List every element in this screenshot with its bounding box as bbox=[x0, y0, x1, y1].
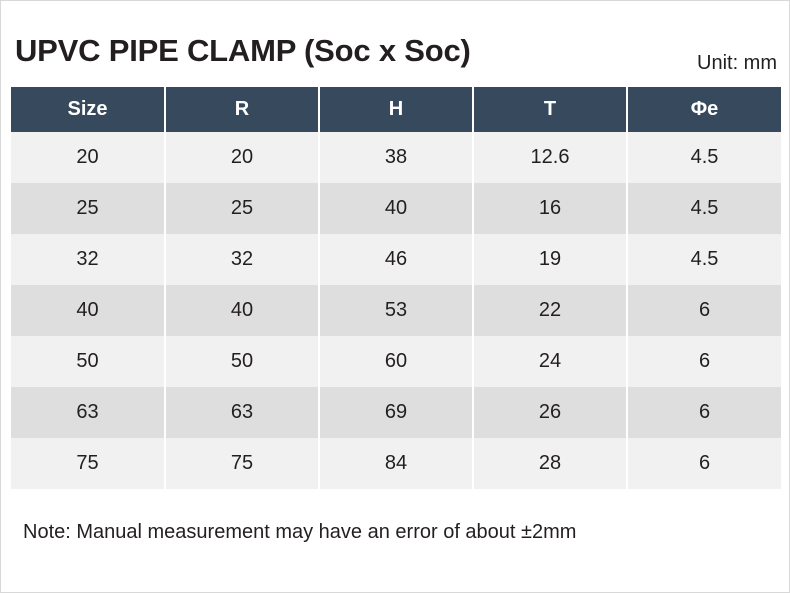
cell-phi-e: 6 bbox=[627, 285, 781, 336]
cell-h: 46 bbox=[319, 234, 473, 285]
cell-phi-e: 6 bbox=[627, 387, 781, 438]
unit-label: Unit: mm bbox=[697, 52, 777, 74]
table-row bbox=[11, 285, 781, 336]
cell-phi-e: 6 bbox=[627, 438, 781, 489]
cell-phi-e: 6 bbox=[627, 336, 781, 387]
cell-h: 84 bbox=[319, 438, 473, 489]
table-row bbox=[11, 234, 781, 285]
cell-r: 40 bbox=[165, 285, 319, 336]
cell-t: 16 bbox=[473, 183, 627, 234]
column-header-t: T bbox=[473, 87, 627, 132]
cell-size: 25 bbox=[11, 183, 165, 234]
cell-h: 38 bbox=[319, 132, 473, 183]
cell-r: 20 bbox=[165, 132, 319, 183]
table-row bbox=[11, 183, 781, 234]
cell-size: 20 bbox=[11, 132, 165, 183]
cell-phi-e: 4.5 bbox=[627, 132, 781, 183]
cell-size: 63 bbox=[11, 387, 165, 438]
table-body bbox=[11, 132, 781, 489]
cell-t: 12.6 bbox=[473, 132, 627, 183]
cell-size: 75 bbox=[11, 438, 165, 489]
cell-r: 25 bbox=[165, 183, 319, 234]
cell-r: 75 bbox=[165, 438, 319, 489]
cell-phi-e: 4.5 bbox=[627, 183, 781, 234]
column-header-size: Size bbox=[11, 87, 165, 132]
cell-phi-e: 4.5 bbox=[627, 234, 781, 285]
column-header-phi-e: Φe bbox=[627, 87, 781, 132]
table-header bbox=[11, 87, 781, 132]
cell-h: 60 bbox=[319, 336, 473, 387]
cell-t: 22 bbox=[473, 285, 627, 336]
table-row bbox=[11, 438, 781, 489]
cell-h: 69 bbox=[319, 387, 473, 438]
specification-table bbox=[11, 87, 781, 489]
cell-r: 50 bbox=[165, 336, 319, 387]
column-header-r: R bbox=[165, 87, 319, 132]
cell-t: 24 bbox=[473, 336, 627, 387]
header bbox=[1, 19, 789, 73]
cell-size: 32 bbox=[11, 234, 165, 285]
page-title: UPVC PIPE CLAMP (Soc x Soc) bbox=[15, 33, 471, 68]
cell-h: 40 bbox=[319, 183, 473, 234]
cell-t: 28 bbox=[473, 438, 627, 489]
cell-size: 40 bbox=[11, 285, 165, 336]
cell-size: 50 bbox=[11, 336, 165, 387]
table-header-row bbox=[11, 87, 781, 132]
cell-r: 32 bbox=[165, 234, 319, 285]
table-row bbox=[11, 387, 781, 438]
measurement-note: Note: Manual measurement may have an error of about ±2mm bbox=[23, 521, 577, 543]
cell-t: 19 bbox=[473, 234, 627, 285]
cell-r: 63 bbox=[165, 387, 319, 438]
column-header-h: H bbox=[319, 87, 473, 132]
cell-t: 26 bbox=[473, 387, 627, 438]
cell-h: 53 bbox=[319, 285, 473, 336]
table-row bbox=[11, 336, 781, 387]
table-row bbox=[11, 132, 781, 183]
